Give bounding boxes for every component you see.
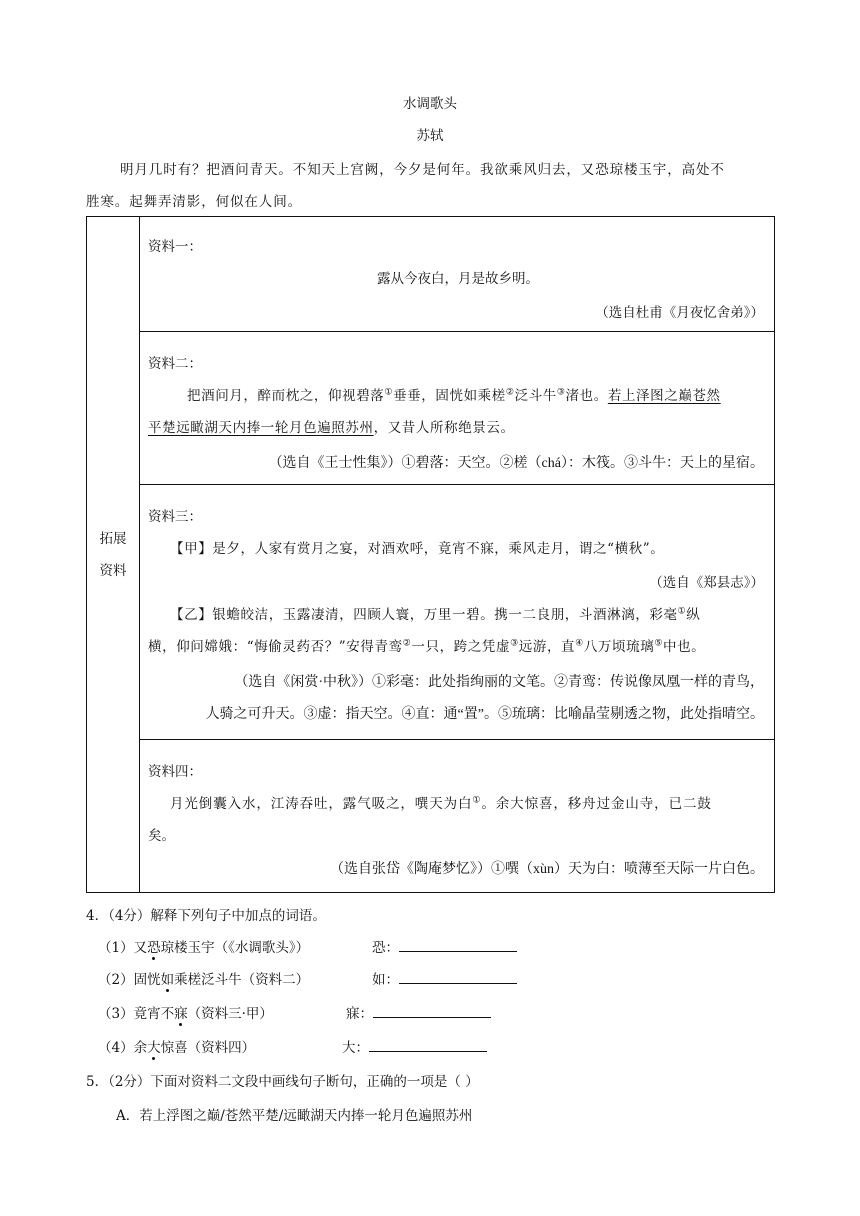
poem-author: 苏轼 <box>416 128 444 144</box>
material-3-label: 资料三： <box>148 509 202 525</box>
material-4-note: （选自张岱《陶庵梦忆》）①噀（xùn）天为白：喷薄至天际一片白色。 <box>330 862 764 877</box>
q4-item-3-pre: （3）竟宵不 <box>98 1006 175 1022</box>
material-1-text: 露从今夜白，月是故乡明。 <box>377 271 539 287</box>
m2-text-1b: 垂垂，固恍如乘槎 <box>393 388 506 404</box>
material-3-yi-line-2 <box>148 635 705 655</box>
m3-note-mark-3: ③ <box>510 638 519 649</box>
m2-underlined-1: 若上泽图之巅苍然 <box>607 388 721 404</box>
q4-item-4-dotted-word: 大 <box>147 1036 161 1056</box>
q4-answer-2-blank[interactable] <box>399 971 517 984</box>
q4-answer-2-key: 如： <box>372 972 399 988</box>
material-4-cell <box>140 740 775 893</box>
q4-item-3-post: （资料三·甲） <box>187 1006 273 1022</box>
q4-item-1-pre: （1）又 <box>98 940 148 956</box>
material-1-label: 资料一： <box>148 239 202 255</box>
q4-item-2 <box>98 968 309 988</box>
side-label-cell <box>87 217 140 893</box>
q4-item-2-pre: （2）固恍 <box>98 972 161 988</box>
m4-text-1a: 月光倒囊入水，江涛吞吐，露气吸之，噀天为白 <box>170 796 473 812</box>
material-2-note: （选自《王士性集》）①碧落：天空。②槎（chá）：木筏。③斗牛：天上的星宿。 <box>268 456 764 471</box>
q4-answer-3-blank[interactable] <box>373 1005 491 1018</box>
m2-underlined-2: 平楚远瞰湖天内捧一轮月色遍照苏州 <box>148 420 374 436</box>
m2-text-1d: 渚也。 <box>565 388 608 404</box>
poem-title: 水调歌头 <box>403 96 457 112</box>
q4-answer-2[interactable] <box>372 968 517 988</box>
q4-item-4-post: 惊喜（资料四） <box>160 1040 256 1056</box>
material-4-line-1 <box>170 792 712 812</box>
m3-note-mark-5: ⑤ <box>654 638 663 649</box>
q4-answer-4-key: 大： <box>342 1040 369 1056</box>
m3-note-mark-2: ② <box>402 638 412 649</box>
q4-item-2-post: 乘槎泛斗牛（资料二） <box>174 972 310 988</box>
material-2-label: 资料二： <box>148 356 202 372</box>
q4-answer-1-key: 恐： <box>372 940 399 956</box>
q4-item-1-dotted-word: 恐 <box>147 936 161 956</box>
q4-answer-1[interactable] <box>372 936 517 956</box>
q4-item-1-post: 琼楼玉宇（《水调歌头》） <box>160 940 310 956</box>
material-2-line-1 <box>187 384 721 404</box>
m2-text-1a: 把酒问月，醉而枕之，仰视碧落 <box>187 388 385 404</box>
material-1-cell <box>140 217 775 332</box>
m4-text-1b: 。余大惊喜，移舟过金山寺，已二鼓 <box>481 796 712 812</box>
m3-note-mark-1: ① <box>677 606 687 617</box>
q4-stem: 4．（4分）解释下列句子中加点的词语。 <box>86 908 326 924</box>
m3-yi-2e: 中也。 <box>663 639 706 655</box>
material-3-jia: 【甲】是夕，人家有赏月之宴，对酒欢呼，竟宵不寐，乘风走月，谓之“横秋”。 <box>170 541 665 557</box>
material-3-yi-line-1 <box>170 603 700 623</box>
m4-note-mark-1: ① <box>472 795 482 806</box>
m2-text-2b: ，又昔人所称绝景云。 <box>373 420 515 436</box>
material-3-note-2: 人骑之可升天。③虚：指天空。④直：通“置”。⑤琉璃：比喻晶莹剔透之物，此处指晴空。 <box>205 707 764 722</box>
materials-table <box>86 216 775 893</box>
material-4-label: 资料四： <box>148 764 202 780</box>
material-4-line-2: 矣。 <box>148 828 175 844</box>
q4-answer-3-key: 寐： <box>346 1006 373 1022</box>
m3-yi-1b: 纵 <box>686 607 701 623</box>
m3-note-mark-4: ④ <box>575 638 584 649</box>
q4-answer-4[interactable] <box>342 1036 487 1056</box>
material-2-cell <box>140 332 775 485</box>
m3-yi-2c: 远游，直 <box>518 639 576 655</box>
q4-answer-1-blank[interactable] <box>399 939 517 952</box>
q4-item-2-dotted-word: 如 <box>161 968 175 988</box>
side-label-1: 拓展 <box>99 530 127 547</box>
material-3-note-1: （选自《闲赏·中秋》）①彩毫：此处指绚丽的文笔。②青鸾：传说像凤凰一样的青鸟， <box>234 675 764 690</box>
m3-yi-2b: 一只，跨之凭虚 <box>411 639 511 655</box>
m2-note-mark-1: ① <box>384 387 394 398</box>
m3-yi-1a: 【乙】银蟾皎洁，玉露凄清，四顾人寰，万里一碧。携一二良朋，斗酒淋漓，彩毫 <box>170 607 678 623</box>
q4-item-3 <box>98 1002 273 1022</box>
side-label-2: 资料 <box>99 562 127 579</box>
m3-yi-2d: 八万顷琉璃 <box>583 639 655 655</box>
q4-item-4 <box>98 1036 255 1056</box>
m3-yi-2a: 横，仰问嫦娥：“悔偷灵药否？”安得青鸾 <box>148 639 403 655</box>
material-3-jia-source: （选自《郑县志》） <box>649 575 764 591</box>
poem-line-2: 胜寒。起舞弄清影，何似在人间。 <box>86 194 302 210</box>
q4-item-1 <box>98 936 309 956</box>
q4-answer-3[interactable] <box>346 1002 491 1022</box>
q4-item-4-pre: （4）余 <box>98 1040 148 1056</box>
q5-option-a[interactable]: A．若上浮图之巅/苍然平楚/远瞰湖天内捧一轮月色遍照苏州 <box>116 1108 473 1124</box>
q4-answer-4-blank[interactable] <box>369 1039 487 1052</box>
material-3-cell <box>140 485 775 740</box>
q4-item-3-dotted-word: 寐 <box>174 1002 188 1022</box>
q5-stem: 5．（2分）下面对资料二文段中画线句子断句，正确的一项是（ ） <box>86 1074 479 1090</box>
poem-line-1: 明月几时有？把酒问青天。不知天上宫阙，今夕是何年。我欲乘风归去，又恐琼楼玉宇，高处不 <box>120 162 725 178</box>
material-2-line-2 <box>148 416 515 436</box>
m2-note-mark-2: ② <box>505 387 515 398</box>
m2-text-1c: 泛斗牛 <box>514 388 557 404</box>
m2-note-mark-3: ③ <box>556 387 566 398</box>
material-1-source: （选自杜甫《月夜忆舍弟》） <box>595 305 764 321</box>
